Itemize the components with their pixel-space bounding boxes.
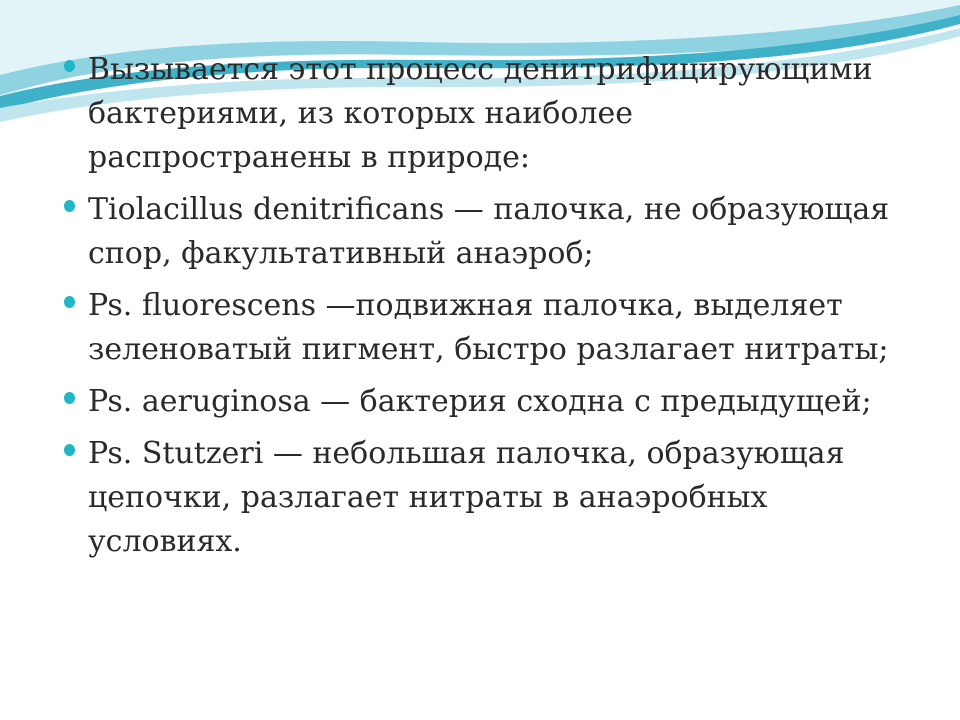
bullet-icon	[64, 392, 75, 404]
bullet-text: Ps. Stutzeri — небольшая палочка, образующая цепочки, разлагает нитраты в анаэробных условиях.	[88, 436, 845, 559]
bullet-text: Вызывается этот процесс денитрифицирующими бактериями, из которых наиболее распространены в природе:	[88, 52, 873, 175]
bullet-text: Ps. fluorescens —подвижная палочка, выделяет зеленоватый пигмент, быстро разлагает нитраты;	[88, 288, 889, 367]
bullet-item	[60, 48, 900, 180]
bullet-icon	[64, 200, 75, 212]
bullet-text: Ps. aeruginosa — бактерия сходна с предыдущей;	[88, 384, 872, 419]
bullet-item	[60, 432, 900, 564]
bullet-icon	[64, 60, 75, 72]
bullet-item	[60, 188, 900, 276]
bullet-icon	[64, 444, 75, 456]
bullet-item	[60, 380, 900, 424]
bullet-text: Tiolacillus denitrificans — палочка, не образующая спор, факультативный анаэроб;	[88, 192, 890, 271]
bullet-item	[60, 284, 900, 372]
slide-content	[60, 48, 900, 572]
bullet-list	[60, 48, 900, 564]
bullet-icon	[64, 296, 75, 308]
